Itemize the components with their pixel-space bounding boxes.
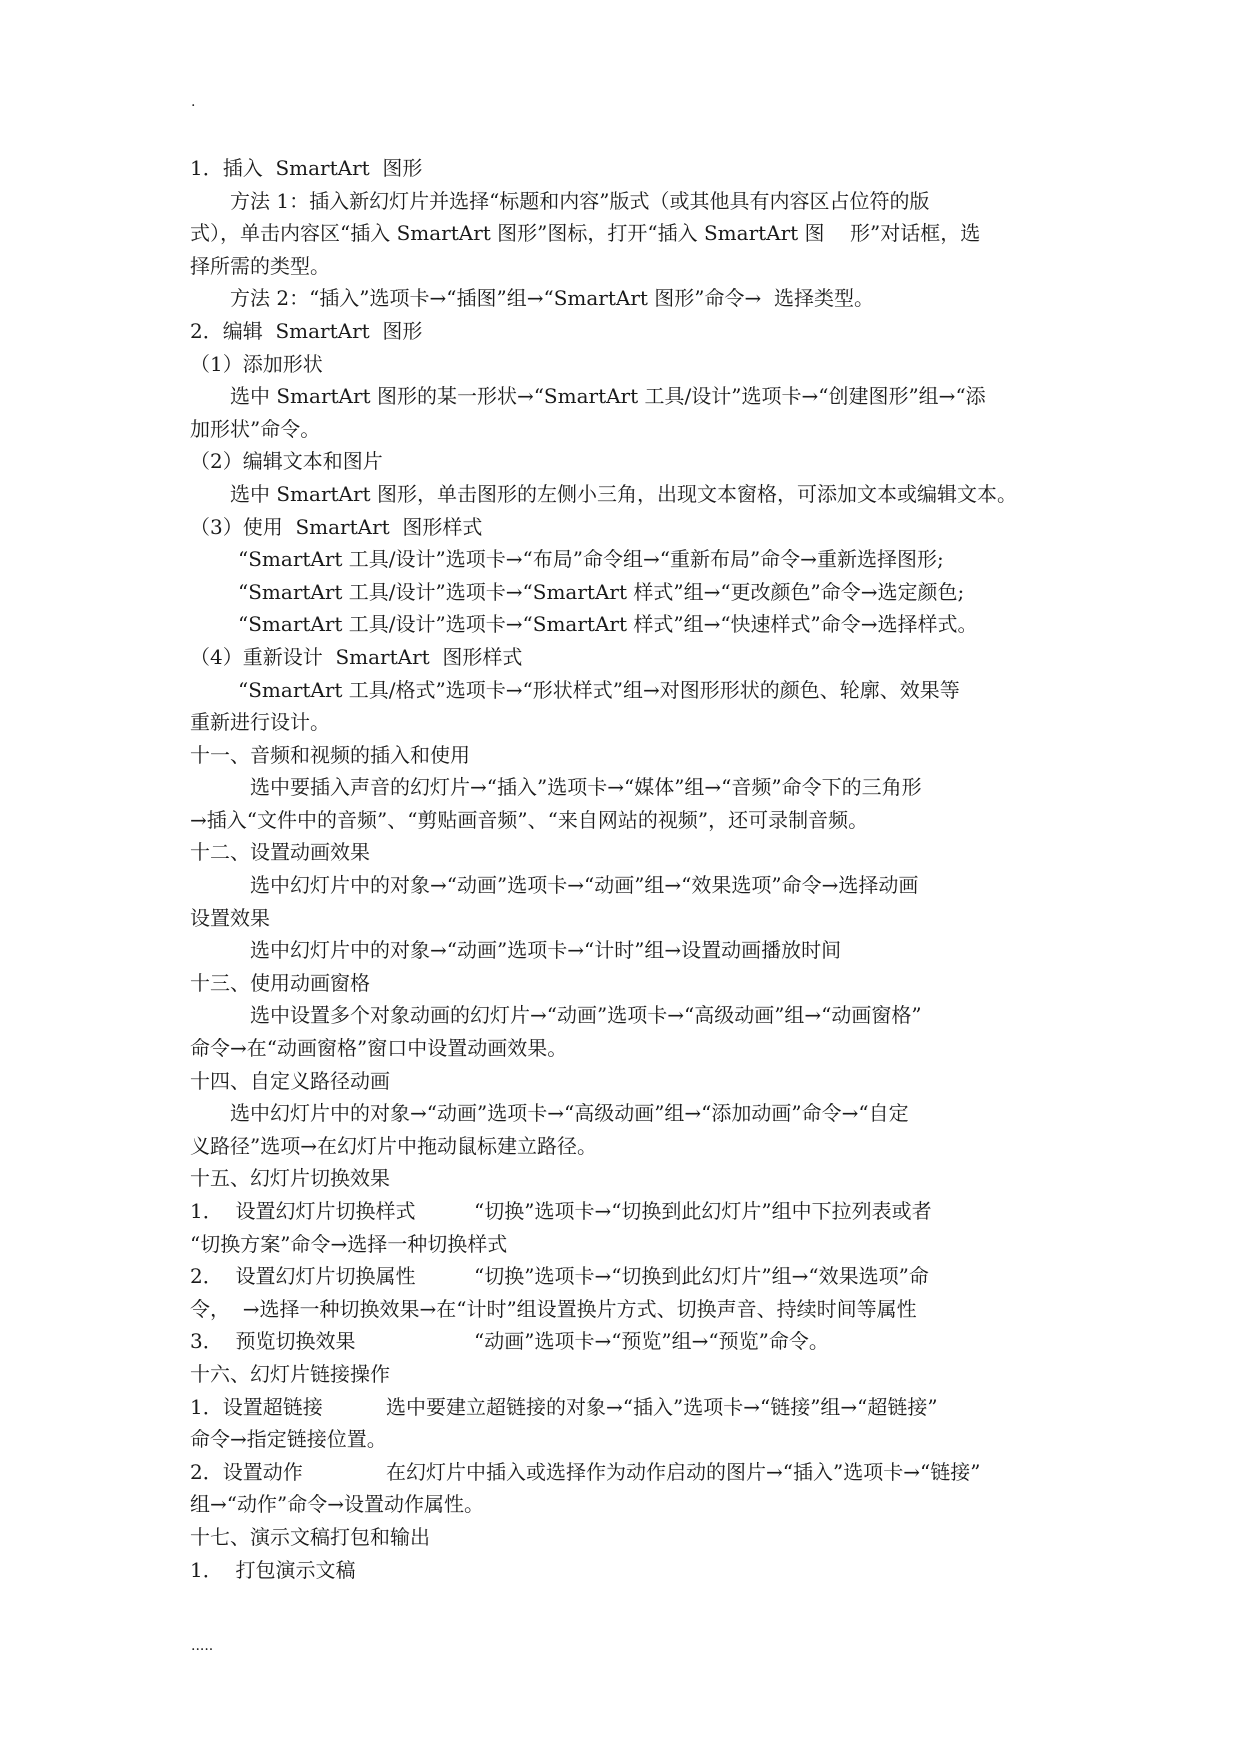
heading-animation-pane: 十三、使用动画窗格 bbox=[190, 970, 370, 995]
paragraph-line: 选中设置多个对象动画的幻灯片→“动画”选项卡→“高级动画”组→“动画窗格” bbox=[250, 1003, 922, 1028]
paragraph-line: 式），单击内容区“插入 SmartArt 图形”图标，打开“插入 SmartArt 图 形”对话框，选 bbox=[190, 221, 981, 246]
subheading-use-style: （3）使用 SmartArt 图形样式 bbox=[190, 514, 483, 539]
paragraph-line: 选中幻灯片中的对象→“动画”选项卡→“动画”组→“效果选项”命令→选择动画 bbox=[250, 873, 919, 898]
paragraph-line bbox=[190, 1391, 1090, 1424]
paragraph-line: “SmartArt 工具/设计”选项卡→“SmartArt 样式”组→“更改颜色”命令→选定颜色; bbox=[238, 579, 965, 604]
paragraph-line: 择所需的类型。 bbox=[190, 253, 330, 278]
item-text: 在幻灯片中插入或选择作为动作启动的图片→“插入”选项卡→“链接” bbox=[386, 1459, 981, 1484]
item-label: 2． 设置幻灯片切换属性 bbox=[190, 1264, 416, 1289]
paragraph-line: 重新进行设计。 bbox=[190, 710, 330, 735]
paragraph-line: 组→“动作”命令→设置动作属性。 bbox=[190, 1492, 484, 1517]
item-text: 选中要建立超链接的对象→“插入”选项卡→“链接”组→“超链接” bbox=[386, 1394, 938, 1419]
paragraph-line: →插入“文件中的音频”、“剪贴画音频”、“来自网站的视频”，还可录制音频。 bbox=[190, 807, 869, 832]
heading-insert-smartart: 1．插入 SmartArt 图形 bbox=[190, 156, 423, 180]
paragraph-line: 方法 1：插入新幻灯片并选择“标题和内容”版式（或其他具有内容区占位符的版 bbox=[230, 188, 930, 213]
item-label: 1．设置超链接 bbox=[190, 1394, 323, 1419]
subheading-redesign-style: （4）重新设计 SmartArt 图形样式 bbox=[190, 644, 523, 669]
heading-animation-effect: 十二、设置动画效果 bbox=[190, 840, 370, 865]
paragraph-line: 选中幻灯片中的对象→“动画”选项卡→“计时”组→设置动画播放时间 bbox=[250, 938, 842, 963]
heading-slide-transition: 十五、幻灯片切换效果 bbox=[190, 1166, 390, 1191]
paragraph-line: 命令→指定链接位置。 bbox=[190, 1427, 387, 1452]
heading-edit-smartart: 2．编辑 SmartArt 图形 bbox=[190, 318, 423, 343]
paragraph-line: 选中 SmartArt 图形，单击图形的左侧小三角，出现文本窗格，可添加文本或编辑文本。 bbox=[230, 481, 1017, 506]
heading-audio-video: 十一、音频和视频的插入和使用 bbox=[190, 742, 470, 767]
paragraph-line: 加形状”命令。 bbox=[190, 416, 321, 441]
paragraph-line: “SmartArt 工具/格式”选项卡→“形状样式”组→对图形形状的颜色、轮廓、效果等 bbox=[238, 677, 960, 702]
paragraph-line: 命令→在“动画窗格”窗口中设置动画效果。 bbox=[190, 1036, 568, 1061]
item-label: 2．设置动作 bbox=[190, 1459, 303, 1484]
heading-slide-links: 十六、幻灯片链接操作 bbox=[190, 1361, 390, 1386]
item-label: 1． 设置幻灯片切换样式 bbox=[190, 1199, 416, 1223]
paragraph-line: 选中幻灯片中的对象→“动画”选项卡→“高级动画”组→“添加动画”命令→“自定 bbox=[230, 1101, 909, 1126]
item-text: “切换”选项卡→“切换到此幻灯片”组→“效果选项”命 bbox=[474, 1264, 929, 1289]
paragraph-line: 选中 SmartArt 图形的某一形状→“SmartArt 工具/设计”选项卡→“创建图形”组→“添 bbox=[230, 384, 986, 409]
item-label: 3． 预览切换效果 bbox=[190, 1329, 356, 1354]
paragraph-line: 1． 打包演示文稿 bbox=[190, 1557, 356, 1582]
item-text: “动画”选项卡→“预览”组→“预览”命令。 bbox=[474, 1329, 829, 1354]
subheading-edit-text: （2）编辑文本和图片 bbox=[190, 449, 383, 474]
top-mark: . bbox=[191, 94, 196, 110]
bottom-mark: ..... bbox=[191, 1638, 214, 1654]
paragraph-line: “SmartArt 工具/设计”选项卡→“布局”命令组→“重新布局”命令→重新选择图形; bbox=[238, 547, 944, 572]
subheading-add-shape: （1）添加形状 bbox=[190, 351, 323, 376]
paragraph-line: “切换方案”命令→选择一种切换样式 bbox=[190, 1231, 508, 1256]
document-body bbox=[190, 152, 1090, 1586]
paragraph-line: 令， →选择一种切换效果→在“计时”组设置换片方式、切换声音、持续时间等属性 bbox=[190, 1296, 917, 1321]
paragraph-line: 设置效果 bbox=[190, 905, 270, 930]
paragraph-line bbox=[190, 1325, 1090, 1358]
paragraph-line bbox=[190, 1260, 1090, 1293]
paragraph-line: 义路径”选项→在幻灯片中拖动鼠标建立路径。 bbox=[190, 1133, 597, 1158]
paragraph-line: “SmartArt 工具/设计”选项卡→“SmartArt 样式”组→“快速样式”命令→选择样式。 bbox=[238, 612, 978, 637]
item-text: “切换”选项卡→“切换到此幻灯片”组中下拉列表或者 bbox=[474, 1199, 932, 1223]
heading-package-output: 十七、演示文稿打包和输出 bbox=[190, 1524, 430, 1549]
paragraph-line: 方法 2：“插入”选项卡→“插图”组→“SmartArt 图形”命令→ 选择类型。 bbox=[230, 286, 875, 311]
paragraph-line bbox=[190, 1195, 1090, 1228]
paragraph-line bbox=[190, 1456, 1090, 1489]
heading-custom-path: 十四、自定义路径动画 bbox=[190, 1068, 390, 1093]
paragraph-line: 选中要插入声音的幻灯片→“插入”选项卡→“媒体”组→“音频”命令下的三角形 bbox=[250, 775, 922, 800]
